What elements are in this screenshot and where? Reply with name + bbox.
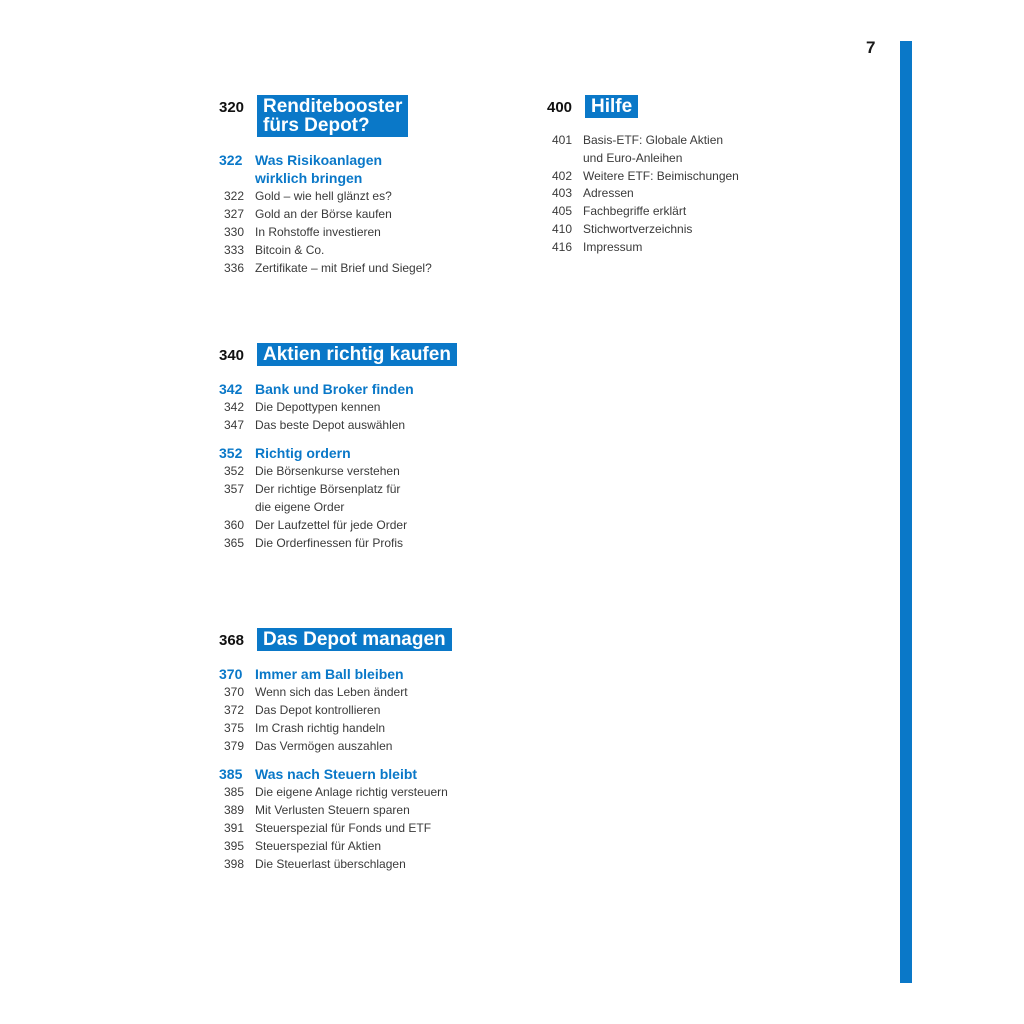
entry-number: 402 (552, 168, 573, 183)
entry-title: Basis-ETF: Globale Aktien und Euro-Anleihen (583, 133, 724, 165)
entry-title: Das beste Depot auswählen (255, 418, 406, 432)
entry-number: 410 (552, 221, 573, 236)
entry-title: Die Steuerlast überschlagen (255, 857, 406, 871)
toc-entry (219, 719, 452, 737)
toc-entry (219, 855, 452, 873)
toc-entry (219, 819, 452, 837)
toc-entry (547, 221, 739, 239)
chapter-title: Renditebooster fürs Depot? (257, 95, 408, 137)
entry-number: 403 (552, 186, 573, 201)
toc-entry (547, 185, 739, 203)
chapter-number: 340 (219, 347, 245, 364)
section-322 (219, 151, 432, 277)
entry-number: 379 (224, 739, 245, 753)
entry-title: Adressen (583, 186, 634, 201)
toc-entry (547, 239, 739, 257)
entry-number: 330 (224, 225, 245, 239)
entry-title: Der richtige Börsenplatz für die eigene Order (255, 482, 401, 514)
toc-entry (219, 398, 457, 416)
section-title: Bank und Broker finden (255, 381, 414, 397)
entry-number: 401 (552, 133, 573, 147)
entry-number: 375 (224, 721, 245, 735)
toc-entry (219, 259, 432, 277)
entry-number: 416 (552, 239, 573, 254)
entry-number: 336 (224, 261, 245, 275)
entry-number: 365 (224, 536, 245, 550)
entry-title: Steuerspezial für Fonds und ETF (255, 821, 432, 835)
chapter-number: 400 (547, 99, 573, 116)
entry-title: Zertifikate – mit Brief und Siegel? (255, 261, 432, 275)
entry-number: 395 (224, 839, 245, 853)
section-352 (219, 444, 457, 552)
section-heading (219, 765, 452, 783)
toc-entry (219, 534, 457, 552)
entry-number: 370 (224, 685, 245, 699)
entry-number: 322 (224, 189, 245, 203)
entry-title: Die Börsenkurse verstehen (255, 464, 400, 478)
section-number: 370 (219, 666, 243, 682)
entry-title: In Rohstoffe investieren (255, 225, 381, 239)
chapter-title: Hilfe (585, 95, 638, 118)
section-342 (219, 380, 457, 434)
entry-title: Das Depot kontrollieren (255, 703, 381, 717)
chapter-400 (547, 95, 739, 267)
entry-number: 347 (224, 418, 245, 432)
section-number: 352 (219, 445, 243, 461)
entry-number: 327 (224, 207, 245, 221)
entry-number: 357 (224, 482, 245, 496)
section-number: 342 (219, 381, 243, 397)
entry-number: 391 (224, 821, 245, 835)
toc-entry (547, 168, 739, 186)
entry-title: Stichwortverzeichnis (583, 221, 693, 236)
section-title: Was Risikoanlagen wirklich bringen (255, 152, 383, 186)
section-370 (219, 665, 452, 755)
toc-entry (219, 683, 452, 701)
entry-title: Die Depottypen kennen (255, 400, 381, 414)
entry-title: Impressum (583, 239, 643, 254)
toc-entry (219, 801, 452, 819)
toc-entry (219, 480, 457, 516)
entry-number: 360 (224, 518, 245, 532)
chapter-heading (219, 343, 457, 366)
entry-title: Weitere ETF: Beimischungen (583, 168, 739, 183)
chapter-320 (219, 95, 432, 287)
chapter-heading (219, 95, 432, 137)
section-number: 385 (219, 766, 243, 782)
entry-title: Das Vermögen auszahlen (255, 739, 393, 753)
toc-entry (219, 241, 432, 259)
entry-title: Mit Verlusten Steuern sparen (255, 803, 410, 817)
entry-number: 385 (224, 785, 245, 799)
chapter-heading (547, 95, 739, 118)
entry-number: 352 (224, 464, 245, 478)
entry-title: Die Orderfinessen für Profis (255, 536, 404, 550)
toc-entry (219, 205, 432, 223)
toc-entry (219, 701, 452, 719)
section-heading (219, 444, 457, 462)
toc-entry (219, 416, 457, 434)
entry-title: Wenn sich das Leben ändert (255, 685, 408, 699)
entry-number: 405 (552, 204, 573, 219)
chapter-number: 368 (219, 632, 245, 649)
entry-title: Gold an der Börse kaufen (255, 207, 392, 221)
toc-entry (547, 132, 739, 168)
entry-title: Die eigene Anlage richtig versteuern (255, 785, 448, 799)
entry-number: 372 (224, 703, 245, 717)
page-number: 7 (866, 38, 876, 57)
entry-title: Steuerspezial für Aktien (255, 839, 382, 853)
entry-number: 389 (224, 803, 245, 817)
entry-number: 342 (224, 400, 245, 414)
section-heading (219, 151, 432, 187)
section-hilfe-list (547, 132, 739, 257)
section-number: 322 (219, 152, 243, 168)
toc-entry (219, 737, 452, 755)
toc-entry (219, 223, 432, 241)
entry-title: Im Crash richtig handeln (255, 721, 386, 735)
chapter-title: Aktien richtig kaufen (257, 343, 457, 366)
chapter-number: 320 (219, 99, 245, 116)
entry-title: Fachbegriffe erklärt (583, 204, 687, 219)
toc-entry (219, 837, 452, 855)
chapter-heading (219, 628, 452, 651)
section-title: Was nach Steuern bleibt (255, 766, 418, 782)
entry-title: Gold – wie hell glänzt es? (255, 189, 392, 203)
toc-entry (219, 187, 432, 205)
side-color-bar (900, 41, 912, 983)
chapter-title: Das Depot managen (257, 628, 452, 651)
entry-number: 333 (224, 243, 245, 257)
toc-entry (219, 516, 457, 534)
section-title: Richtig ordern (255, 445, 351, 461)
entry-title: Bitcoin & Co. (255, 243, 325, 257)
section-title: Immer am Ball bleiben (255, 666, 404, 682)
toc-entry (547, 203, 739, 221)
toc-entry (219, 462, 457, 480)
entry-number: 398 (224, 857, 245, 871)
entry-title: Der Laufzettel für jede Order (255, 518, 408, 532)
chapter-368 (219, 628, 452, 883)
section-385 (219, 765, 452, 873)
section-heading (219, 380, 457, 398)
section-heading (219, 665, 452, 683)
chapter-340 (219, 343, 457, 562)
toc-entry (219, 783, 452, 801)
